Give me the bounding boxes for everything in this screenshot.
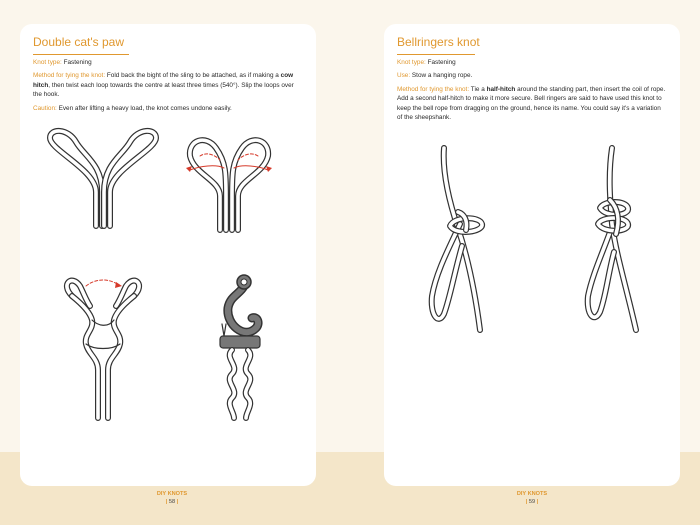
page-number: | 58 | [165,499,179,505]
footer-left [132,490,212,506]
knot-type: Knot type: Fastening [397,59,456,66]
step-2-twist-illustration [186,140,272,230]
page-title: Double cat's paw [33,35,125,49]
knot-type: Knot type: Fastening [33,59,92,66]
double-cats-paw-illustrations [20,24,316,486]
footer-right [492,490,572,506]
step-1-half-hitch-illustration [432,148,482,330]
step-3-twisted-illustration [67,280,139,418]
book-title: DIY KNOTS [516,491,548,497]
caution: Caution: Even after lifting a heavy load, the knot comes undone easily. [33,104,232,112]
book-title: DIY KNOTS [156,491,188,497]
step-1-loops-illustration [50,131,156,226]
step-4-hook-illustration [220,275,260,418]
right-page [384,24,680,486]
step-2-second-half-hitch-illustration [588,148,636,330]
page-title: Bellringers knot [397,35,480,49]
left-page [20,24,316,486]
method: Method for tying the knot: Tie a half-hitch around the standing part, then insert the coil of rope. Add a second half-hitch to make it more secure. Bell ringers are said to have used this knot to keep the bell rope from dragging on the ground, hence its name. You could say it's a variation of the sheepshank. [397,85,666,122]
page-number: | 59 | [525,499,539,505]
use: Use: Stow a hanging rope. [397,72,473,80]
bellringers-knot-illustrations [384,24,680,486]
method: Method for tying the knot: Fold back the bight of the sling to be attached, as if making a cow hitch, then twist each loop towards the centre at least three times (540°). Slip the loops over the hook. [33,72,294,99]
